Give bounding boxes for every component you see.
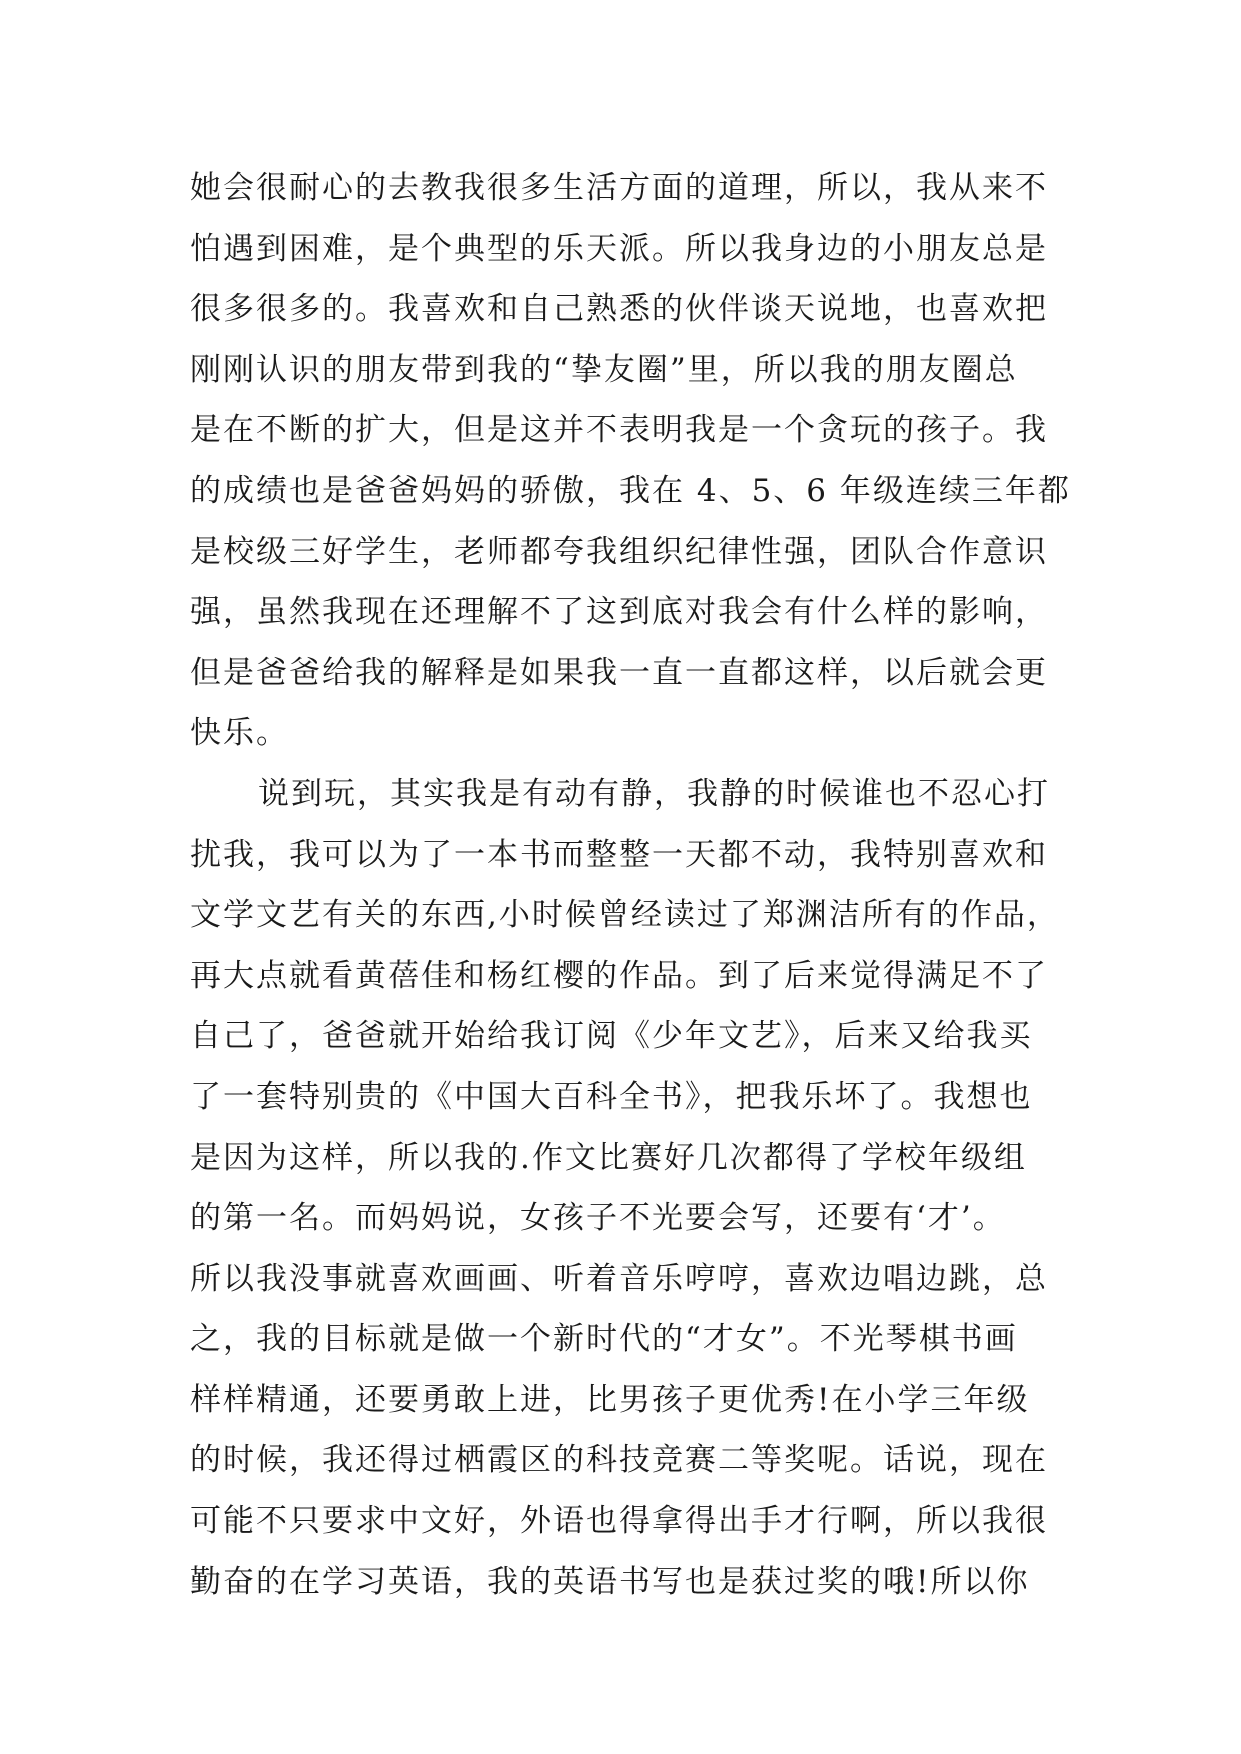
text-line: 再大点就看黄蓓佳和杨红樱的作品。到了后来觉得满足不了 [190, 957, 1048, 994]
text-line: 很多很多的。我喜欢和自己熟悉的伙伴谈天说地，也喜欢把 [190, 291, 1048, 328]
text-line: 强，虽然我现在还理解不了这到底对我会有什么样的影响， [190, 594, 1048, 631]
text-line-first-indented: 说到玩，其实我是有动有静，我静的时候谁也不忍心打 [258, 775, 1050, 812]
text-line: 她会很耐心的去教我很多生活方面的道理，所以，我从来不 [190, 170, 1048, 206]
text-line: 可能不只要求中文好，外语也得拿得出手才行啊，所以我很 [190, 1503, 1048, 1540]
document-body [190, 158, 1070, 1612]
text-line: 文学文艺有关的东西,小时候曾经读过了郑渊洁所有的作品， [190, 897, 1060, 934]
text-line: 是校级三好学生，老师都夸我组织纪律性强，团队合作意识 [190, 533, 1048, 570]
text-line: 样样精通，还要勇敢上进，比男孩子更优秀!在小学三年级 [190, 1381, 1030, 1418]
text-line: 的第一名。而妈妈说，女孩子不光要会写，还要有‘才’。 [190, 1200, 1006, 1237]
text-line: 的时候，我还得过栖霞区的科技竞赛二等奖呢。话说，现在 [190, 1442, 1048, 1479]
text-line: 怕遇到困难，是个典型的乐天派。所以我身边的小朋友总是 [190, 230, 1048, 267]
text-line: 所以我没事就喜欢画画、听着音乐哼哼，喜欢边唱边跳，总 [190, 1260, 1048, 1297]
text-line: 是因为这样，所以我的.作文比赛好几次都得了学校年级组 [190, 1139, 1027, 1176]
text-line: 扰我，我可以为了一本书而整整一天都不动，我特别喜欢和 [190, 836, 1048, 873]
text-line: 但是爸爸给我的解释是如果我一直一直都这样，以后就会更 [190, 654, 1048, 691]
text-line: 快乐。 [190, 715, 289, 752]
paragraph-1 [190, 158, 1070, 764]
text-line: 刚刚认识的朋友带到我的“挚友圈”里，所以我的朋友圈总 [190, 351, 1018, 388]
text-line: 之，我的目标就是做一个新时代的“才女”。不光琴棋书画 [190, 1321, 1018, 1358]
paragraph-2 [190, 764, 1070, 1612]
text-line: 的成绩也是爸爸妈妈的骄傲，我在 4、5、6 年级连续三年都 [190, 472, 1071, 509]
text-line: 了一套特别贵的《中国大百科全书》，把我乐坏了。我想也 [190, 1078, 1033, 1115]
text-line: 勤奋的在学习英语，我的英语书写也是获过奖的哦!所以你 [190, 1563, 1030, 1600]
text-line: 自己了，爸爸就开始给我订阅《少年文艺》，后来又给我买 [190, 1018, 1033, 1055]
text-line: 是在不断的扩大，但是这并不表明我是一个贪玩的孩子。我 [190, 412, 1048, 449]
